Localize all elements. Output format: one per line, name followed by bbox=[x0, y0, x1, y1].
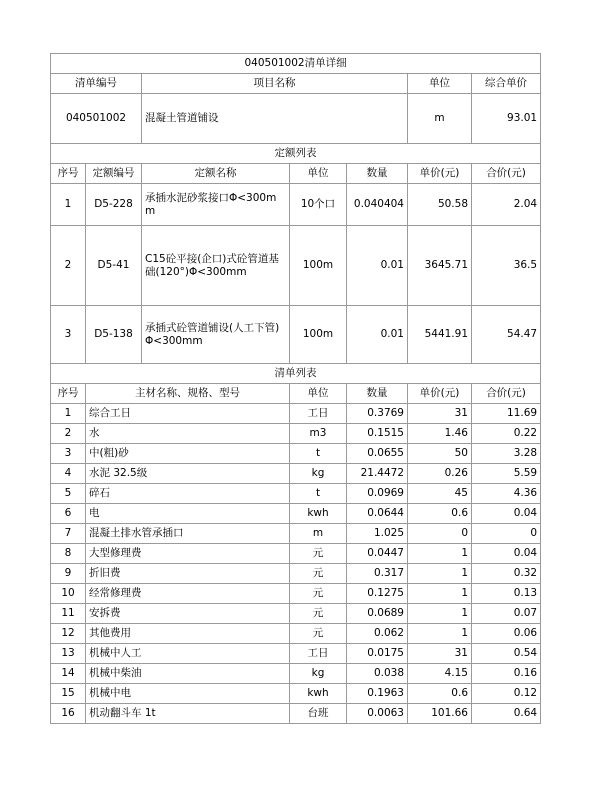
material-name: 机动翻斗车 1t bbox=[86, 704, 290, 724]
material-idx: 16 bbox=[51, 704, 86, 724]
material-row bbox=[51, 664, 541, 684]
material-unit: t bbox=[290, 484, 347, 504]
material-name: 混凝土排水管承插口 bbox=[86, 524, 290, 544]
material-unit-price: 1 bbox=[408, 564, 472, 584]
material-row bbox=[51, 424, 541, 444]
material-unit-price: 0.6 bbox=[408, 504, 472, 524]
quota-name: 承插水泥砂浆接口Φ<300mm bbox=[142, 184, 290, 226]
material-qty: 0.317 bbox=[347, 564, 408, 584]
material-qty: 1.025 bbox=[347, 524, 408, 544]
material-row bbox=[51, 524, 541, 544]
quota-section-row bbox=[51, 144, 541, 164]
material-row bbox=[51, 704, 541, 724]
material-header-idx: 序号 bbox=[51, 384, 86, 404]
material-qty: 0.0063 bbox=[347, 704, 408, 724]
quota-code: D5-138 bbox=[86, 306, 142, 364]
material-unit-price: 50 bbox=[408, 444, 472, 464]
material-section-title: 清单列表 bbox=[51, 364, 541, 384]
material-row bbox=[51, 644, 541, 664]
material-idx: 10 bbox=[51, 584, 86, 604]
material-unit-price: 4.15 bbox=[408, 664, 472, 684]
quota-code: D5-41 bbox=[86, 226, 142, 306]
quota-header-unit-price: 单价(元) bbox=[408, 164, 472, 184]
quota-header-qty: 数量 bbox=[347, 164, 408, 184]
material-qty: 0.1515 bbox=[347, 424, 408, 444]
material-unit: 元 bbox=[290, 564, 347, 584]
material-unit-price: 31 bbox=[408, 404, 472, 424]
material-qty: 0.038 bbox=[347, 664, 408, 684]
material-unit: kg bbox=[290, 464, 347, 484]
material-header-qty: 数量 bbox=[347, 384, 408, 404]
material-unit-price: 101.66 bbox=[408, 704, 472, 724]
quota-qty: 0.040404 bbox=[347, 184, 408, 226]
quota-header-total: 合价(元) bbox=[472, 164, 541, 184]
material-idx: 8 bbox=[51, 544, 86, 564]
material-idx: 11 bbox=[51, 604, 86, 624]
material-header-total: 合价(元) bbox=[472, 384, 541, 404]
quota-total: 54.47 bbox=[472, 306, 541, 364]
quota-qty: 0.01 bbox=[347, 306, 408, 364]
material-qty: 0.0689 bbox=[347, 604, 408, 624]
material-name: 折旧费 bbox=[86, 564, 290, 584]
quota-unit-price: 3645.71 bbox=[408, 226, 472, 306]
material-unit-price: 0.26 bbox=[408, 464, 472, 484]
quota-header-idx: 序号 bbox=[51, 164, 86, 184]
material-row bbox=[51, 584, 541, 604]
quota-total: 2.04 bbox=[472, 184, 541, 226]
material-idx: 4 bbox=[51, 464, 86, 484]
material-name: 水 bbox=[86, 424, 290, 444]
material-total: 3.28 bbox=[472, 444, 541, 464]
material-row bbox=[51, 404, 541, 424]
material-idx: 5 bbox=[51, 484, 86, 504]
material-name: 综合工日 bbox=[86, 404, 290, 424]
quota-idx: 3 bbox=[51, 306, 86, 364]
material-total: 0.12 bbox=[472, 684, 541, 704]
material-total: 0.64 bbox=[472, 704, 541, 724]
material-row bbox=[51, 624, 541, 644]
material-unit: 工日 bbox=[290, 404, 347, 424]
material-unit: m3 bbox=[290, 424, 347, 444]
material-section-row bbox=[51, 364, 541, 384]
material-idx: 6 bbox=[51, 504, 86, 524]
item-unit: m bbox=[408, 94, 472, 144]
material-qty: 0.1275 bbox=[347, 584, 408, 604]
material-unit: 元 bbox=[290, 544, 347, 564]
material-qty: 0.0447 bbox=[347, 544, 408, 564]
header-price: 综合单价 bbox=[472, 74, 541, 94]
quota-idx: 2 bbox=[51, 226, 86, 306]
material-header-row bbox=[51, 384, 541, 404]
material-idx: 15 bbox=[51, 684, 86, 704]
material-total: 5.59 bbox=[472, 464, 541, 484]
material-unit-price: 1 bbox=[408, 544, 472, 564]
material-row bbox=[51, 484, 541, 504]
quota-row bbox=[51, 306, 541, 364]
material-total: 0.04 bbox=[472, 544, 541, 564]
material-header-name: 主材名称、规格、型号 bbox=[86, 384, 290, 404]
material-total: 0.54 bbox=[472, 644, 541, 664]
quota-name: 承插式砼管道铺设(人工下管)Φ<300mm bbox=[142, 306, 290, 364]
quota-unit: 100m bbox=[290, 306, 347, 364]
material-qty: 0.0655 bbox=[347, 444, 408, 464]
quota-name: C15砼平接(企口)式砼管道基础(120°)Φ<300mm bbox=[142, 226, 290, 306]
page-title: 040501002清单详细 bbox=[51, 54, 541, 74]
material-unit: 工日 bbox=[290, 644, 347, 664]
material-total: 0.22 bbox=[472, 424, 541, 444]
material-unit: 元 bbox=[290, 624, 347, 644]
material-name: 碎石 bbox=[86, 484, 290, 504]
quota-unit-price: 5441.91 bbox=[408, 306, 472, 364]
material-name: 经常修理费 bbox=[86, 584, 290, 604]
material-qty: 0.1963 bbox=[347, 684, 408, 704]
material-row bbox=[51, 604, 541, 624]
material-idx: 13 bbox=[51, 644, 86, 664]
material-name: 大型修理费 bbox=[86, 544, 290, 564]
material-total: 0.13 bbox=[472, 584, 541, 604]
item-price: 93.01 bbox=[472, 94, 541, 144]
quota-unit: 100m bbox=[290, 226, 347, 306]
material-qty: 0.0969 bbox=[347, 484, 408, 504]
title-row bbox=[51, 54, 541, 74]
quota-row bbox=[51, 226, 541, 306]
material-unit: kwh bbox=[290, 684, 347, 704]
material-idx: 12 bbox=[51, 624, 86, 644]
material-total: 0.07 bbox=[472, 604, 541, 624]
material-idx: 2 bbox=[51, 424, 86, 444]
material-unit-price: 45 bbox=[408, 484, 472, 504]
material-total: 4.36 bbox=[472, 484, 541, 504]
material-qty: 0.062 bbox=[347, 624, 408, 644]
material-row bbox=[51, 544, 541, 564]
material-qty: 0.0644 bbox=[347, 504, 408, 524]
material-idx: 14 bbox=[51, 664, 86, 684]
quota-header-unit: 单位 bbox=[290, 164, 347, 184]
material-name: 机械中人工 bbox=[86, 644, 290, 664]
quota-header-code: 定额编号 bbox=[86, 164, 142, 184]
header-unit: 单位 bbox=[408, 74, 472, 94]
quota-total: 36.5 bbox=[472, 226, 541, 306]
material-idx: 9 bbox=[51, 564, 86, 584]
quota-idx: 1 bbox=[51, 184, 86, 226]
material-name: 机械中柴油 bbox=[86, 664, 290, 684]
material-unit: 元 bbox=[290, 604, 347, 624]
material-qty: 0.0175 bbox=[347, 644, 408, 664]
quota-unit-price: 50.58 bbox=[408, 184, 472, 226]
material-unit: t bbox=[290, 444, 347, 464]
material-qty: 0.3769 bbox=[347, 404, 408, 424]
header-name: 项目名称 bbox=[142, 74, 408, 94]
quota-section-title: 定额列表 bbox=[51, 144, 541, 164]
material-name: 水泥 32.5级 bbox=[86, 464, 290, 484]
material-unit: 元 bbox=[290, 584, 347, 604]
material-row bbox=[51, 564, 541, 584]
quota-code: D5-228 bbox=[86, 184, 142, 226]
material-total: 11.69 bbox=[472, 404, 541, 424]
material-unit: kg bbox=[290, 664, 347, 684]
material-unit-price: 1 bbox=[408, 624, 472, 644]
material-unit-price: 31 bbox=[408, 644, 472, 664]
quota-header-name: 定额名称 bbox=[142, 164, 290, 184]
material-name: 电 bbox=[86, 504, 290, 524]
material-unit: 台班 bbox=[290, 704, 347, 724]
material-unit-price: 0.6 bbox=[408, 684, 472, 704]
material-name: 其他费用 bbox=[86, 624, 290, 644]
material-unit-price: 0 bbox=[408, 524, 472, 544]
material-row bbox=[51, 684, 541, 704]
material-idx: 3 bbox=[51, 444, 86, 464]
material-total: 0.16 bbox=[472, 664, 541, 684]
material-total: 0.04 bbox=[472, 504, 541, 524]
material-total: 0.32 bbox=[472, 564, 541, 584]
material-unit-price: 1 bbox=[408, 584, 472, 604]
material-header-unit-price: 单价(元) bbox=[408, 384, 472, 404]
quota-qty: 0.01 bbox=[347, 226, 408, 306]
material-name: 安拆费 bbox=[86, 604, 290, 624]
quota-unit: 10个口 bbox=[290, 184, 347, 226]
quota-row bbox=[51, 184, 541, 226]
material-row bbox=[51, 464, 541, 484]
quota-header-row bbox=[51, 164, 541, 184]
material-qty: 21.4472 bbox=[347, 464, 408, 484]
header-code: 清单编号 bbox=[51, 74, 142, 94]
material-header-unit: 单位 bbox=[290, 384, 347, 404]
bill-detail-sheet bbox=[50, 53, 540, 724]
material-total: 0.06 bbox=[472, 624, 541, 644]
material-unit: kwh bbox=[290, 504, 347, 524]
material-unit-price: 1 bbox=[408, 604, 472, 624]
material-row bbox=[51, 444, 541, 464]
material-row bbox=[51, 504, 541, 524]
material-unit-price: 1.46 bbox=[408, 424, 472, 444]
item-name: 混凝土管道铺设 bbox=[142, 94, 408, 144]
item-row bbox=[51, 94, 541, 144]
material-name: 机械中电 bbox=[86, 684, 290, 704]
material-idx: 1 bbox=[51, 404, 86, 424]
material-unit: m bbox=[290, 524, 347, 544]
bill-detail-table bbox=[50, 53, 541, 724]
item-header-row bbox=[51, 74, 541, 94]
material-total: 0 bbox=[472, 524, 541, 544]
item-code: 040501002 bbox=[51, 94, 142, 144]
material-idx: 7 bbox=[51, 524, 86, 544]
material-name: 中(粗)砂 bbox=[86, 444, 290, 464]
